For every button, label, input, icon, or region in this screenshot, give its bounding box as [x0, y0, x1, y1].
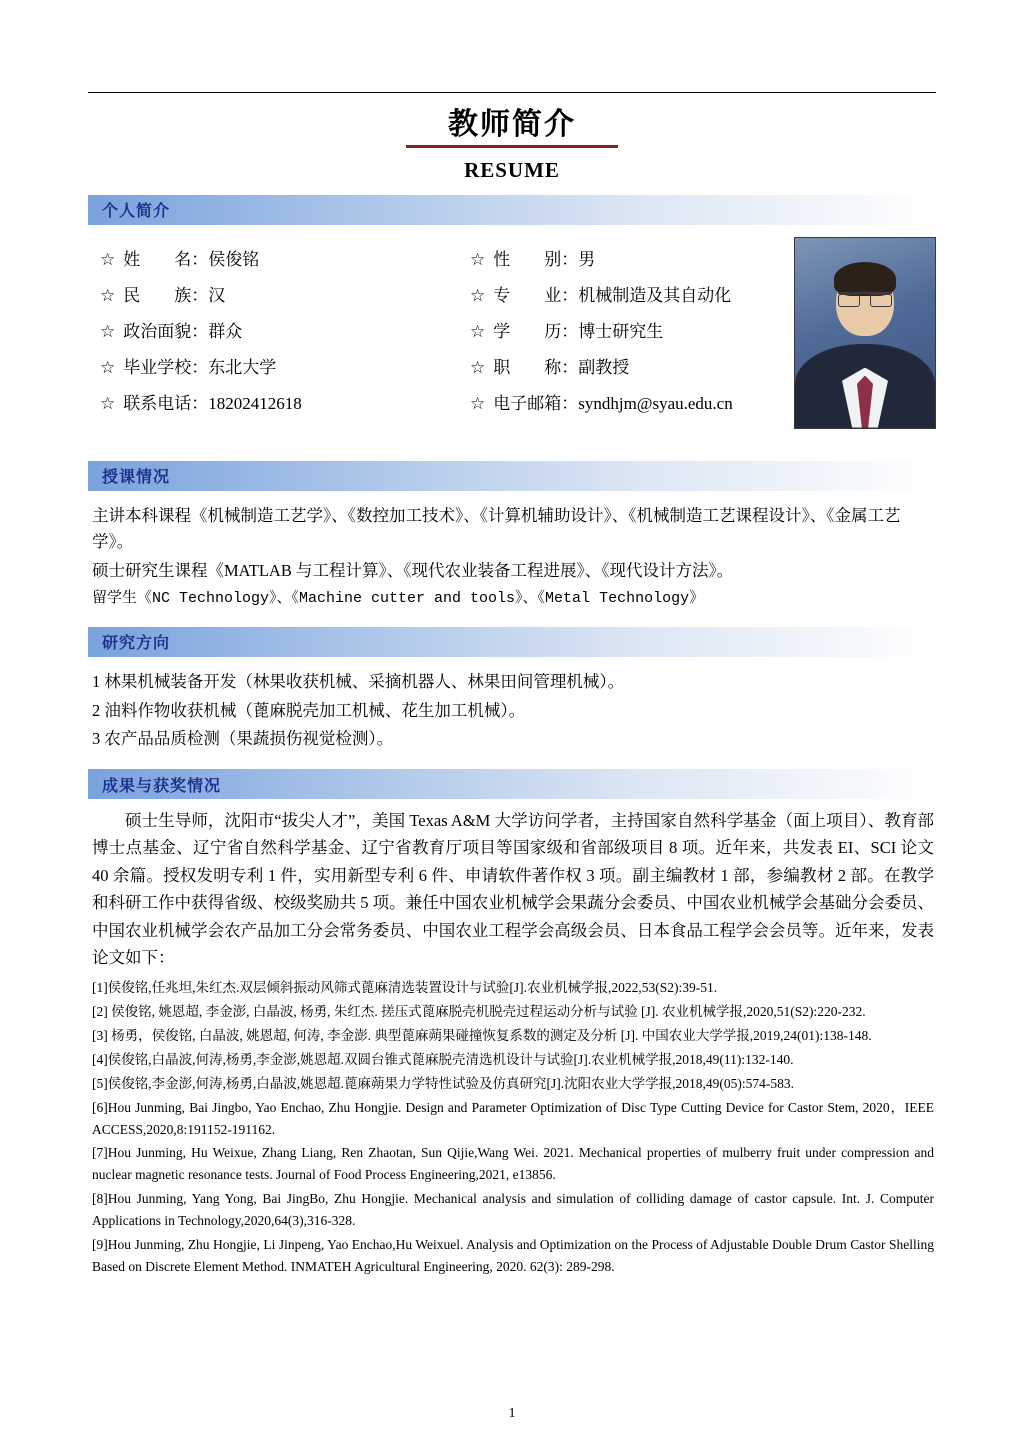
star-icon: ☆ [100, 321, 116, 341]
star-icon: ☆ [100, 357, 116, 377]
research-line: 2 油料作物收获机械（蓖麻脱壳加工机械、花生加工机械）。 [92, 700, 526, 720]
profile-field-political-status [100, 317, 470, 342]
star-icon: ☆ [470, 393, 486, 413]
field-label: 性 别： [493, 249, 579, 269]
field-label: 联系电话： [123, 393, 209, 413]
reference-list [92, 977, 934, 1277]
field-label: 毕业学校： [123, 357, 209, 377]
profile-block [88, 231, 936, 451]
reference-item: [3] 杨勇，侯俊铭, 白晶波, 姚恩超, 何涛, 李金澎. 典型蓖麻蒴果碰撞恢复系数的测定及分析 [J]. 中国农业大学学报,2019,24(01):138-148. [92, 1028, 872, 1044]
section-header-teaching [88, 461, 936, 491]
section-header-achievements [88, 769, 936, 799]
reference-item: [7]Hou Junming, Hu Weixue, Zhang Liang, Ren Zhaotan, Sun Qijie,Wang Wei. 2021. Mechanical properties of mulberry fruit under compression and nuclear magnetic resonance tests. Journal of Food Process Engineering,2021, e13856. [92, 1145, 934, 1183]
reference-item: [8]Hou Junming, Yang Yong, Bai JingBo, Zhu Hongjie. Mechanical analysis and simulation of colliding damage of castor capsule. Int. J. Computer Applications in Technology,2020,64(3),316-328. [92, 1191, 934, 1228]
field-label: 职 称： [493, 357, 579, 377]
reference-item: [4]侯俊铭,白晶波,何涛,杨勇,李金澎,姚恩超.双圆台锥式蓖麻脱壳清选机设计与试验[J].农业机械学报,2018,49(11):132-140. [92, 1051, 794, 1067]
profile-field-gender [470, 245, 790, 270]
profile-field-major [470, 281, 790, 306]
field-value: 男 [578, 249, 596, 269]
avatar-hair [834, 262, 896, 296]
section-header-research [88, 627, 936, 657]
research-line: 3 农产品品质检测（果蔬损伤视觉检测）。 [92, 729, 394, 749]
reference-item: [6]Hou Junming, Bai Jingbo, Yao Enchao, Zhu Hongjie. Design and Parameter Optimization of Disc Type Cutting Device for Castor Stem, 2020，IEEE ACCESS,2020,8:191152-191162. [92, 1099, 934, 1137]
star-icon: ☆ [470, 357, 486, 377]
page-title: 教师简介 [448, 107, 576, 142]
profile-field-education [470, 317, 790, 342]
field-value: syndhjm@syau.edu.cn [578, 393, 733, 413]
profile-field-name [100, 245, 470, 270]
reference-item: [2] 侯俊铭, 姚恩超, 李金澎, 白晶波, 杨勇, 朱红杰. 搓压式蓖麻脱壳机脱壳过程运动分析与试验 [J]. 农业机械学报,2020,51(S2):220-232. [92, 1004, 866, 1020]
field-label: 姓 名： [123, 249, 209, 269]
page-number: 1 [508, 1406, 516, 1421]
field-label: 民 族： [123, 285, 209, 305]
star-icon: ☆ [100, 285, 116, 305]
field-label: 专 业： [493, 285, 579, 305]
reference-item: [9]Hou Junming, Zhu Hongjie, Li Jinpeng, Yao Enchao,Hu Weixuel. Analysis and Optimization on the Process of Adjustable Double Drum Castor Shelling Based on Discrete Element Method. INMATEH Agricultural Engineering, 2020. 62(3): 289-298. [92, 1236, 934, 1274]
field-value: 副教授 [578, 357, 630, 377]
reference-item: [1]侯俊铭,任兆坦,朱红杰.双层倾斜振动风筛式蓖麻清选装置设计与试验[J].农业机械学报,2022,53(S2):39-51. [92, 980, 718, 996]
top-divider [88, 92, 936, 93]
glasses-icon [838, 292, 892, 306]
star-icon: ☆ [470, 285, 486, 305]
profile-field-title [470, 353, 790, 378]
section-label-achievements: 成果与获奖情况 [102, 775, 222, 795]
section-label-profile: 个人简介 [102, 201, 171, 220]
title-underline [406, 145, 618, 148]
field-value: 东北大学 [208, 357, 277, 377]
page-subtitle: RESUME [464, 157, 560, 182]
section-header-profile [88, 195, 936, 225]
field-value: 群众 [208, 321, 243, 341]
field-value: 博士研究生 [578, 321, 664, 341]
research-content [88, 663, 936, 759]
field-label: 学 历： [493, 321, 579, 341]
avatar [794, 237, 936, 429]
star-icon: ☆ [100, 393, 116, 413]
field-value: 汉 [208, 285, 226, 305]
field-value: 机械制造及其自动化 [578, 285, 732, 305]
achievements-paragraph: 硕士生导师，沈阳市“拔尖人才”，美国 Texas A&M 大学访问学者，主持国家自然科学基金（面上项目）、教育部博士点基金、辽宁省自然科学基金、辽宁省教育厅项目等国家级和省部级项目 8 项。近年来，共发表 EI、SCI 论文 40 余篇。授权发明专利 1 件，实用新型专利 6 件、申请软件著作权 3 项。副主编教材 1 部，参编教材 2 部。在教学和科研工作中获得省级、校级奖励共 5 项。兼任中国农业机械学会果蔬分会委员、中国农业机械学会基础分会委员、中国农业机械学会农产品加工分会常务委员、中国农业工程学会高级会员、日本食品工程学会会员等。近年来，发表论文如下： [92, 811, 934, 967]
teaching-line: 主讲本科课程《机械制造工艺学》、《数控加工技术》、《计算机辅助设计》、《机械制造工艺课程设计》、《金属工艺学》。 [92, 505, 901, 552]
star-icon: ☆ [470, 321, 486, 341]
field-label: 电子邮箱： [493, 393, 579, 413]
profile-field-email [470, 389, 790, 414]
teaching-content [88, 497, 936, 617]
star-icon: ☆ [470, 249, 486, 269]
profile-field-phone [100, 389, 470, 414]
profile-field-school [100, 353, 470, 378]
research-line: 1 林果机械装备开发（林果收获机械、采摘机器人、林果田间管理机械）。 [92, 671, 625, 691]
teaching-line: 留学生《NC Technology》、《Machine cutter and tools》、《Metal Technology》 [92, 589, 705, 607]
star-icon: ☆ [100, 249, 116, 269]
reference-item: [5]侯俊铭,李金澎,何涛,杨勇,白晶波,姚恩超.蓖麻蒴果力学特性试验及仿真研究[J].沈阳农业大学学报,2018,49(05):574-583. [92, 1075, 794, 1091]
teaching-line: 硕士研究生课程《MATLAB 与工程计算》、《现代农业装备工程进展》、《现代设计方法》。 [92, 560, 734, 580]
field-value: 侯俊铭 [208, 249, 260, 269]
profile-field-ethnicity [100, 281, 470, 306]
field-label: 政治面貌： [123, 321, 209, 341]
section-label-teaching: 授课情况 [102, 467, 171, 486]
section-label-research: 研究方向 [102, 633, 171, 653]
field-value: 18202412618 [208, 393, 302, 413]
profile-fields [88, 245, 790, 414]
